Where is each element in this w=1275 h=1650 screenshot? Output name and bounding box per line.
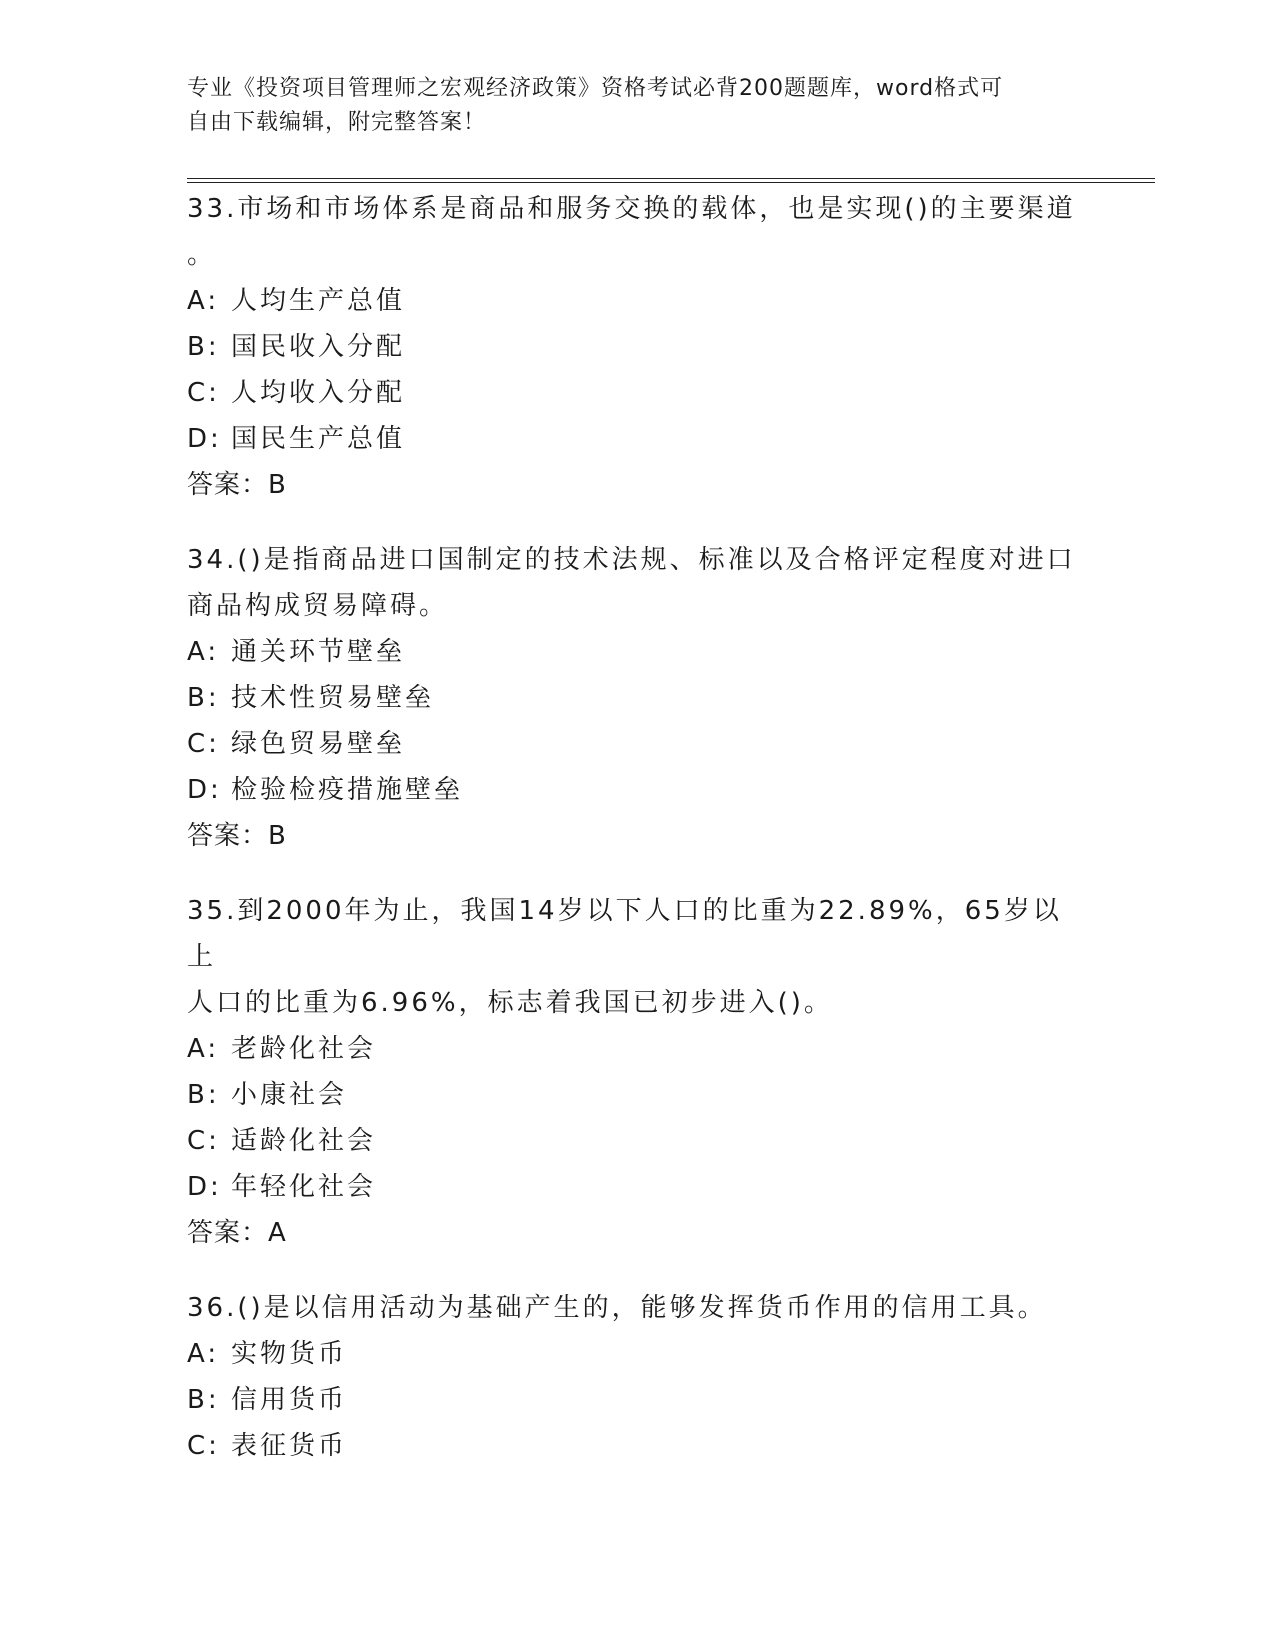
option-text: 人均生产总值 [231,286,406,316]
option-text: 老龄化社会 [231,1034,377,1064]
option-letter: C: [187,729,220,759]
option-text: 表征货币 [231,1431,348,1461]
option-letter: D: [187,775,222,805]
option-b [187,1377,1087,1423]
option-text: 实物货币 [231,1339,348,1369]
option-a [187,278,1087,324]
option-letter: C: [187,1431,220,1461]
option-letter: B: [187,683,220,713]
answer-line: 答案：A [187,1218,287,1248]
option-text: 适龄化社会 [231,1126,377,1156]
option-text: 年轻化社会 [231,1172,377,1202]
question-36 [187,1285,1087,1469]
option-letter: B: [187,1080,220,1110]
option-text: 检验检疫措施壁垒 [231,775,464,805]
option-letter: A: [187,286,220,316]
header-line-1: 专业《投资项目管理师之宏观经济政策》资格考试必背200题题库，word格式可 [187,76,1004,101]
header-divider [187,178,1155,183]
option-a [187,1331,1087,1377]
option-c [187,721,1087,767]
option-text: 国民收入分配 [231,332,406,362]
option-b [187,1072,1087,1118]
question-stem-continued: 。 [187,240,217,270]
option-letter: C: [187,1126,220,1156]
option-letter: C: [187,378,220,408]
question-stem: 35.到2000年为止，我国14岁以下人口的比重为22.89%，65岁以上 [187,896,1062,972]
question-stem-continued: 人口的比重为6.96%，标志着我国已初步进入()。 [187,988,833,1018]
question-33 [187,186,1087,508]
option-text: 小康社会 [231,1080,348,1110]
option-letter: A: [187,637,220,667]
document-header [187,72,1087,140]
option-b [187,675,1087,721]
option-letter: D: [187,424,222,454]
option-letter: A: [187,1339,220,1369]
question-stem: 33.市场和市场体系是商品和服务交换的载体，也是实现()的主要渠道 [187,194,1076,224]
option-text: 绿色贸易壁垒 [231,729,406,759]
question-34 [187,537,1087,859]
question-stem: 34.()是指商品进口国制定的技术法规、标准以及合格评定程度对进口 [187,545,1076,575]
option-c [187,370,1087,416]
question-stem: 36.()是以信用活动为基础产生的，能够发挥货币作用的信用工具。 [187,1293,1047,1323]
option-letter: D: [187,1172,222,1202]
option-text: 国民生产总值 [231,424,406,454]
answer-line: 答案：B [187,470,287,500]
option-letter: B: [187,332,220,362]
option-letter: A: [187,1034,220,1064]
option-d [187,767,1087,813]
option-d [187,1164,1087,1210]
option-text: 信用货币 [231,1385,348,1415]
option-text: 通关环节壁垒 [231,637,406,667]
answer-line: 答案：B [187,821,287,851]
option-a [187,1026,1087,1072]
question-list [187,186,1087,1498]
option-c [187,1118,1087,1164]
option-c [187,1423,1087,1469]
question-stem-continued: 商品构成贸易障碍。 [187,591,449,621]
option-b [187,324,1087,370]
option-a [187,629,1087,675]
option-letter: B: [187,1385,220,1415]
option-d [187,416,1087,462]
option-text: 技术性贸易壁垒 [231,683,435,713]
option-text: 人均收入分配 [231,378,406,408]
header-line-2: 自由下载编辑，附完整答案！ [187,110,487,135]
question-35 [187,888,1087,1256]
